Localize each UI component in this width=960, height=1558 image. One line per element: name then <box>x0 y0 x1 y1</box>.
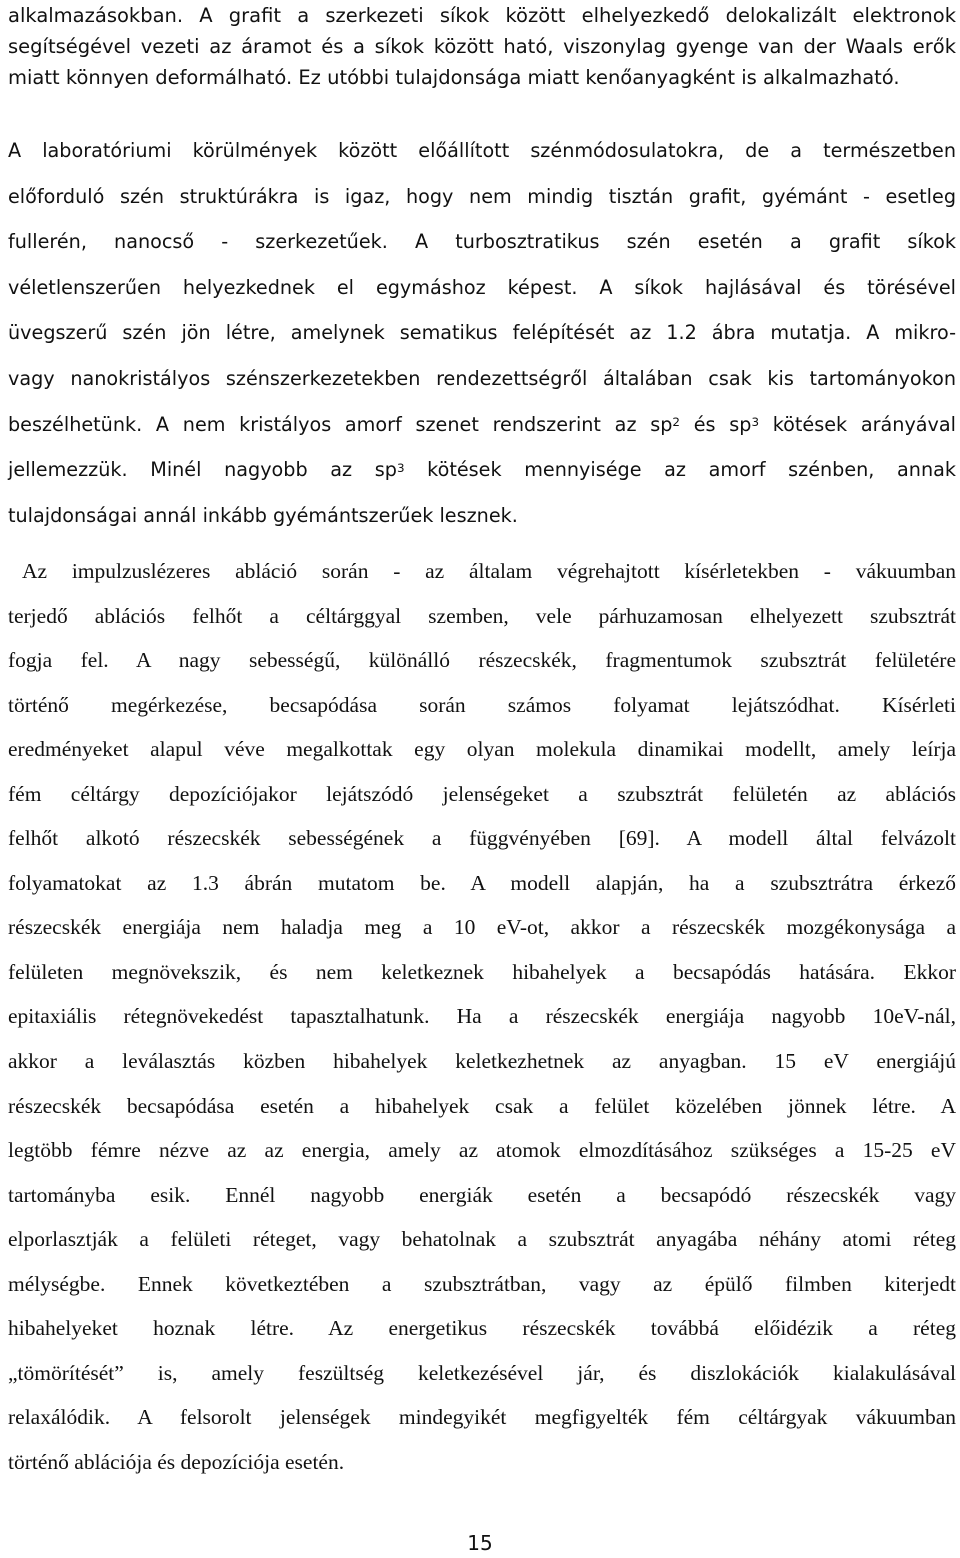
text-line: segítségével vezeti az áramot és a síkok között ható, viszonylag gyenge van der Waals erők <box>8 35 956 58</box>
text-line: véletlenszerűen helyezkednek el egymáshoz képest. A síkok hajlásával és törésével <box>8 275 956 299</box>
text-line: epitaxiális rétegnövekedést tapasztalhatunk. Ha a részecskék energiája nagyobb 10eV-nál, <box>8 1004 956 1029</box>
text-line: terjedő ablációs felhőt a céltárggyal szemben, vele párhuzamosan elhelyezett szubsztrát <box>8 603 956 628</box>
text-line: történő megérkezése, becsapódása során számos folyamat lejátszódhat. Kísérleti <box>8 692 956 717</box>
text-line: részecskék becsapódása esetén a hibahelyek csak a felület közelében jönnek létre. A <box>8 1093 956 1118</box>
text-line: részecskék energiája nem haladja meg a 10 eV-ot, akkor a részecskék mozgékonysága a <box>8 915 956 940</box>
page-number: 15 <box>467 1531 493 1555</box>
text-line: előforduló szén struktúrákra is igaz, hogy nem mindig tisztán grafit, gyémánt - esetleg <box>8 184 956 208</box>
superscript: 3 <box>751 415 760 430</box>
text-line: mélységbe. Ennek következtében a szubsztrátban, vagy az épülő filmben kiterjedt <box>8 1271 956 1296</box>
text-line: alkalmazásokban. A grafit a szerkezeti síkok között elhelyezkedő delokalizált elektronok <box>8 4 956 27</box>
text-segment: jellemezzük. Minél nagyobb az sp <box>8 458 397 482</box>
text-segment: és sp <box>680 412 752 436</box>
text-line: Az impulzuslézeres abláció során - az általam végrehajtott kísérletekben - vákuumban <box>22 559 956 583</box>
text-segment: kötések mennyisége az amorf szénben, annak <box>404 458 957 482</box>
text-line: folyamatokat az 1.3 ábrán mutatom be. A modell alapján, ha a szubsztrátra érkező <box>8 870 956 895</box>
text-line: A laboratóriumi körülmények között előállított szénmódosulatokra, de a természetben <box>8 139 956 162</box>
text-line: relaxálódik. A felsorolt jelenségek mindegyikét megfigyelték fém céltárgyak vákuumban <box>8 1405 956 1430</box>
intro-paragraph <box>8 0 956 93</box>
text-line: felületen megnövekszik, és nem keletkeznek hibahelyek a becsapódás hatására. Ekkor <box>8 959 956 984</box>
paragraph-pulsed-laser-ablation <box>8 549 956 1484</box>
text-line: elporlasztják a felületi réteget, vagy behatolnak a szubsztrát anyagába néhány atomi réteg <box>8 1227 956 1252</box>
text-line-with-superscripts <box>8 402 956 448</box>
text-line: üvegszerű szén jön létre, amelynek sematikus felépítését az 1.2 ábra mutatja. A mikro- <box>8 321 956 345</box>
text-line: akkor a leválasztás közben hibahelyek keletkezhetnek az anyagban. 15 eV energiájú <box>8 1049 956 1074</box>
text-line: fém céltárgy depozíciójakor lejátszódó jelenségeket a szubsztrát felületén az ablációs <box>8 781 956 806</box>
text-line: felhőt alkotó részecskék sebességének a függvényében [69]. A modell által felvázolt <box>8 826 956 851</box>
text-line: hibahelyeket hoznak létre. Az energetikus részecskék továbbá előidézik a réteg <box>8 1316 956 1341</box>
text-line-with-superscript <box>8 447 956 493</box>
text-line: eredményeket alapul véve megalkottak egy olyan molekula dinamikai modellt, amely leírja <box>8 737 956 762</box>
superscript: 3 <box>396 461 405 475</box>
text-line: tulajdonságai annál inkább gyémántszerűek lesznek. <box>8 503 518 527</box>
text-line: vagy nanokristályos szénszerkezetekben rendezettségről általában csak kis tartományokon <box>8 366 956 390</box>
superscript: 2 <box>672 415 680 430</box>
text-line: fullerén, nanocső - szerkezetűek. A turbosztratikus szén esetén a grafit síkok <box>8 230 956 254</box>
text-line: legtöbb fémre nézve az az energia, amely az atomok elmozdításához szükséges a 15-25 eV <box>8 1138 956 1163</box>
paragraph-carbon-modifications <box>8 128 956 538</box>
text-line: tartományba esik. Ennél nagyobb energiák esetén a becsapódó részecskék vagy <box>8 1182 956 1207</box>
text-segment: beszélhetünk. A nem kristályos amorf szenet rendszerint az sp <box>8 412 673 436</box>
text-line: miatt könnyen deformálható. Ez utóbbi tulajdonsága miatt kenőanyagként is alkalmazható. <box>8 66 900 89</box>
text-line: „tömörítését” is, amely feszültség keletkezésével jár, és diszlokációk kialakulásával <box>8 1360 956 1385</box>
text-segment: kötések arányával <box>759 412 956 436</box>
text-line: fogja fel. A nagy sebességű, különálló részecskék, fragmentumok szubsztrát felületére <box>8 648 956 673</box>
text-line: történő ablációja és depozíciója esetén. <box>8 1449 345 1474</box>
